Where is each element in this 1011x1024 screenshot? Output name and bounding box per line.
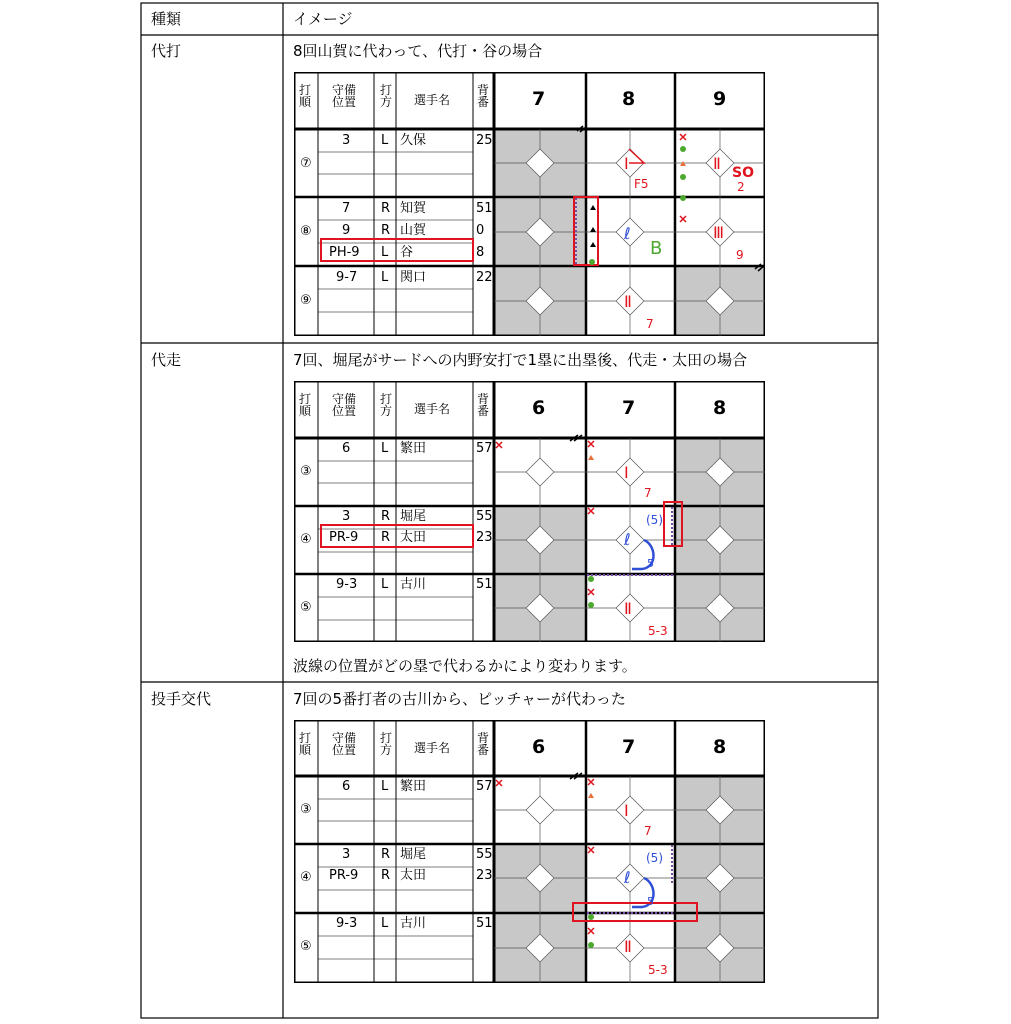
note-mark: (5) <box>646 851 663 865</box>
batting-order: ⑨ <box>300 293 312 308</box>
out-mark: Ⅱ <box>713 154 721 173</box>
player-bat: L <box>381 779 389 794</box>
header-type: 種類 <box>151 10 182 28</box>
player-name: 谷 <box>400 245 414 260</box>
player-bat: L <box>381 133 389 148</box>
player-position: 7 <box>342 201 351 216</box>
player-name: 堀尾 <box>400 509 427 524</box>
inning-label: 8 <box>713 397 727 419</box>
play-mark: 5 <box>647 895 654 908</box>
inning-label: 6 <box>532 397 546 419</box>
player-position: 9-3 <box>336 577 358 592</box>
player-position: 9 <box>342 223 351 238</box>
row-desc-pinch-runner: 7回、堀尾がサードへの内野安打で1塁に出塁後、代走・太田の場合 <box>293 351 748 369</box>
batting-order: ⑦ <box>300 156 312 171</box>
ball-mark: ℓ <box>624 224 631 243</box>
header-image: イメージ <box>293 10 353 28</box>
player-bat: L <box>381 916 389 931</box>
player-name: 知賀 <box>400 201 427 216</box>
player-name: 山賀 <box>400 223 427 238</box>
player-name: 久保 <box>400 133 427 148</box>
row-type-pitcher-change: 投手交代 <box>151 690 212 708</box>
player-name: 繁田 <box>400 441 427 456</box>
player-position: 6 <box>342 441 351 456</box>
scorebook-pinch-hitter <box>294 72 765 336</box>
play-mark: F5 <box>634 177 649 191</box>
hdr-bat: 打 方 <box>380 392 393 418</box>
out-mark: Ⅱ <box>624 937 632 956</box>
player-position: 3 <box>342 509 351 524</box>
batting-order: ③ <box>300 464 312 479</box>
note-mark: (5) <box>646 513 663 527</box>
player-bat: L <box>381 441 389 456</box>
out-mark: Ⅲ <box>713 223 725 242</box>
player-position: 9-7 <box>336 270 358 285</box>
player-name: 太田 <box>400 868 427 883</box>
player-name: 繁田 <box>400 779 427 794</box>
hdr-name: 選手名 <box>414 741 451 755</box>
hdr-position: 守備 位置 <box>332 731 357 757</box>
player-number: 57 <box>476 441 493 456</box>
inning-label: 7 <box>622 736 636 758</box>
player-bat: L <box>381 245 389 260</box>
player-number: 55 <box>476 509 493 524</box>
scorebook-grid <box>294 720 765 983</box>
player-number: 51 <box>476 916 493 931</box>
batting-order: ④ <box>300 870 312 885</box>
player-number: 51 <box>476 577 493 592</box>
scorebook-grid <box>294 381 765 642</box>
player-name: 堀尾 <box>400 847 427 862</box>
player-bat: R <box>381 530 391 545</box>
out-mark: Ⅱ <box>624 599 632 618</box>
inning-label: 9 <box>713 88 727 110</box>
player-number: 55 <box>476 847 493 862</box>
player-bat: R <box>381 868 391 883</box>
hdr-number: 背 番 <box>477 83 490 109</box>
out-mark: Ⅰ <box>624 463 629 482</box>
hdr-number: 背 番 <box>477 731 490 757</box>
player-number: 23 <box>476 868 493 883</box>
scorebook-pinch-runner <box>294 381 765 642</box>
hdr-order: 打 順 <box>299 392 312 418</box>
row-note-pinch-runner: 波線の位置がどの塁で代わるかにより変わります。 <box>293 657 637 675</box>
player-number: 22 <box>476 270 493 285</box>
scorebook-grid <box>294 72 765 336</box>
hdr-order: 打 順 <box>299 731 312 757</box>
player-name: 古川 <box>400 916 427 931</box>
row-desc-pinch-hitter: 8回山賀に代わって、代打・谷の場合 <box>293 42 543 60</box>
player-number: 0 <box>476 223 485 238</box>
out-mark: Ⅰ <box>624 801 629 820</box>
player-number: 57 <box>476 779 493 794</box>
play-mark: B <box>650 238 663 259</box>
play-mark: 7 <box>644 486 652 500</box>
hdr-bat: 打 方 <box>380 83 393 109</box>
player-bat: R <box>381 201 391 216</box>
player-bat: L <box>381 270 389 285</box>
play-mark: 5 <box>647 557 654 570</box>
hdr-position: 守備 位置 <box>332 392 357 418</box>
player-position: PH-9 <box>329 245 360 260</box>
player-position: 9-3 <box>336 916 358 931</box>
batting-order: ⑤ <box>300 600 312 615</box>
player-position: 6 <box>342 779 351 794</box>
batting-order: ④ <box>300 532 312 547</box>
player-position: PR-9 <box>329 530 359 545</box>
hdr-order: 打 順 <box>299 83 312 109</box>
play-mark: 5-3 <box>648 963 668 977</box>
player-number: 23 <box>476 530 493 545</box>
player-name: 古川 <box>400 577 427 592</box>
hdr-name: 選手名 <box>414 93 451 107</box>
hdr-name: 選手名 <box>414 402 451 416</box>
play-mark: SO <box>732 165 754 181</box>
inning-label: 6 <box>532 736 546 758</box>
player-number: 8 <box>476 245 485 260</box>
inning-label: 8 <box>622 88 636 110</box>
player-number: 25 <box>476 133 493 148</box>
player-name: 太田 <box>400 530 427 545</box>
row-type-pinch-hitter: 代打 <box>151 42 182 60</box>
play-mark: 7 <box>646 317 654 331</box>
row-type-pinch-runner: 代走 <box>151 351 182 369</box>
inning-label: 8 <box>713 736 727 758</box>
batting-order: ⑧ <box>300 224 312 239</box>
player-bat: L <box>381 577 389 592</box>
player-bat: R <box>381 509 391 524</box>
play-mark: 9 <box>736 248 744 262</box>
player-position: 3 <box>342 133 351 148</box>
batting-order: ⑤ <box>300 939 312 954</box>
play-mark: 7 <box>644 824 652 838</box>
player-position: PR-9 <box>329 868 359 883</box>
scorebook-pitcher-change <box>294 720 765 983</box>
player-position: 3 <box>342 847 351 862</box>
out-mark: Ⅱ <box>624 292 632 311</box>
player-number: 51 <box>476 201 493 216</box>
out-mark: Ⅰ <box>624 154 629 173</box>
inning-label: 7 <box>622 397 636 419</box>
hdr-bat: 打 方 <box>380 731 393 757</box>
row-desc-pitcher-change: 7回の5番打者の古川から、ピッチャーが代わった <box>293 690 626 708</box>
player-bat: R <box>381 847 391 862</box>
player-name: 関口 <box>400 270 427 285</box>
play-sub-mark: 2 <box>737 180 745 194</box>
ball-mark: ℓ <box>624 868 631 887</box>
player-bat: R <box>381 223 391 238</box>
play-mark: 5-3 <box>648 624 668 638</box>
batting-order: ③ <box>300 802 312 817</box>
hdr-number: 背 番 <box>477 392 490 418</box>
ball-mark: ℓ <box>624 530 631 549</box>
inning-label: 7 <box>532 88 546 110</box>
hdr-position: 守備 位置 <box>332 83 357 109</box>
